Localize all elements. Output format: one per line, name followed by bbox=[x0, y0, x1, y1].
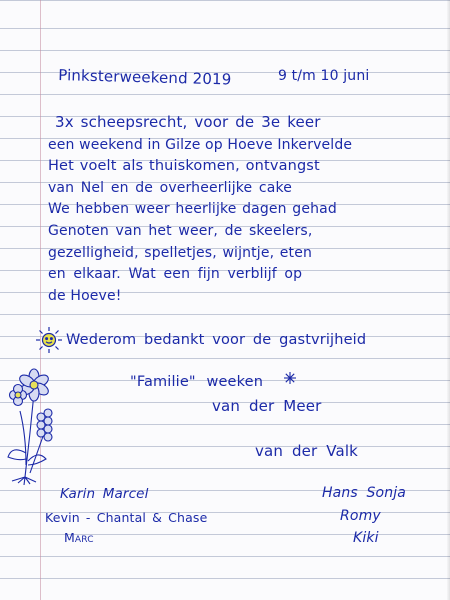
flower-doodle-icon bbox=[0, 355, 70, 485]
body-line-8: en elkaar. Wat een fijn verblijf op bbox=[48, 266, 303, 282]
family-weekend-line: "Familie" weeken bbox=[130, 374, 264, 390]
body-line-4: van Nel en de overheerlijke cake bbox=[48, 180, 292, 196]
signature-hans-sonja: Hans Sonja bbox=[322, 485, 407, 501]
note-title bbox=[58, 66, 232, 89]
body-line-5: We hebben weer heerlijke dagen gehad bbox=[48, 201, 337, 217]
body-line-3: Het voelt als thuiskomen, ontvangst bbox=[48, 158, 320, 174]
body-line-9: de Hoeve! bbox=[48, 288, 122, 304]
body-line-2: een weekend in Gilze op Hoeve Inkervelde bbox=[48, 137, 353, 153]
smiley-sun-icon bbox=[34, 325, 64, 355]
body-line-1: 3x scheepsrecht, voor de 3e keer bbox=[55, 113, 321, 131]
signature-romy: Romy bbox=[340, 508, 381, 524]
signature-kevin-chantal-chase: Kevin - Chantal & Chase bbox=[45, 510, 208, 525]
signature-karin-marcel: Karin Marcel bbox=[60, 486, 149, 502]
note-date-text: 9 t/m 10 juni bbox=[278, 68, 370, 84]
thanks-line: Wederom bedankt voor de gastvrijheid bbox=[66, 332, 367, 348]
family-name-meer: van der Meer bbox=[212, 397, 322, 415]
note-title-text: Pinksterweekend 2019 bbox=[58, 66, 232, 89]
body-line-6: Genoten van het weer, de skeelers, bbox=[48, 223, 313, 239]
signature-kiki: Kiki bbox=[353, 530, 379, 546]
star-doodle-icon bbox=[283, 371, 297, 385]
body-line-7: gezelligheid, spelletjes, wijntje, eten bbox=[48, 245, 312, 261]
family-name-valk: van der Valk bbox=[255, 442, 358, 460]
signature-marc: Marc bbox=[64, 530, 94, 545]
note-date bbox=[278, 68, 369, 84]
